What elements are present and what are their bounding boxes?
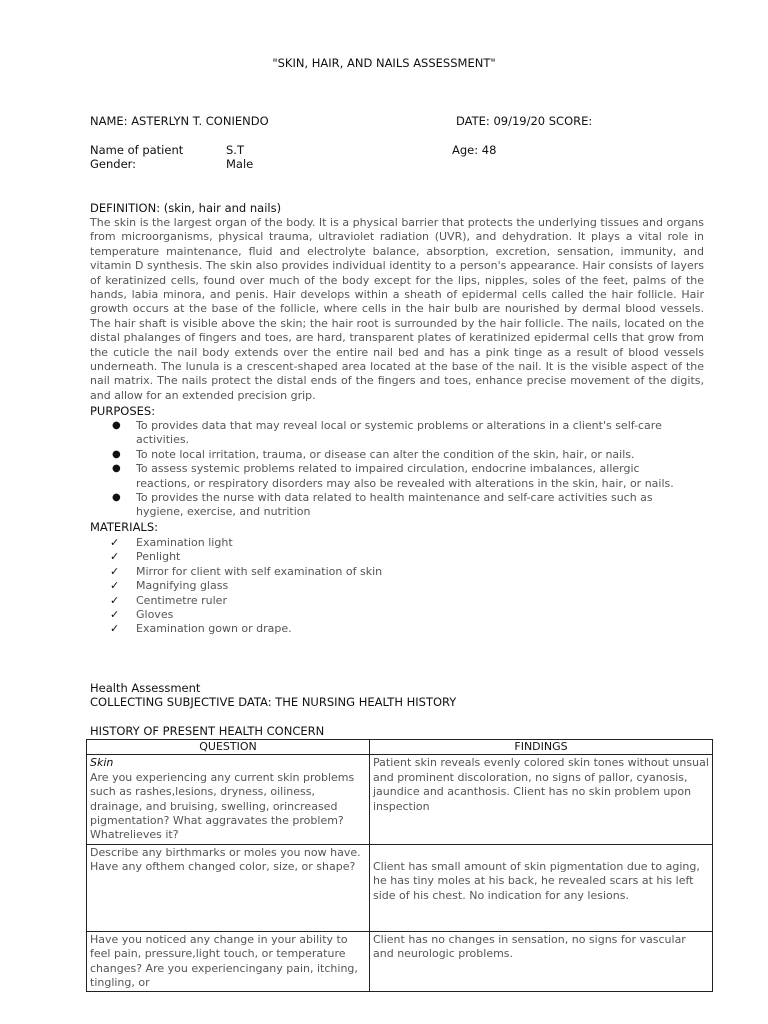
table-row: [87, 844, 713, 931]
list-item: ✓ Penlight: [110, 550, 181, 564]
checkmark-icon: ✓: [110, 579, 120, 593]
table-row: [87, 755, 713, 844]
findings-column-header: FINDINGS: [370, 740, 713, 755]
finding-text: Client has small amount of skin pigmentation due to aging, he has tiny moles at his back, he revealed scars at his left side of his chest. No indication for any lesions.: [373, 859, 700, 902]
table-row: [87, 931, 713, 992]
question-cell: Have you noticed any change in your ability to feel pain, pressure,light touch, or temperature changes? Are you experiencingany pain, itching, tingling, or: [87, 931, 370, 992]
definition-heading: DEFINITION: (skin, hair and nails): [90, 201, 282, 215]
collecting-heading: COLLECTING SUBJECTIVE DATA: THE NURSING HEALTH HISTORY: [90, 695, 457, 709]
gender-label: Gender:: [90, 157, 137, 171]
purposes-heading: PURPOSES:: [90, 404, 156, 418]
patient-name-label: Name of patient: [90, 143, 184, 157]
question-text: Are you experiencing any current skin problems such as rashes,lesions, dryness, oiliness, drainage, and bruising, swelling, orincreased pigmentation? What aggravates the problem? Whatrelieves it?: [90, 770, 355, 842]
definition-text: The skin is the largest organ of the body. It is a physical barrier that protects the underlying tissues and organs from microorganisms, physical trauma, ultraviolet radiation (UVR), and dehydration. It plays a vital role in temperature maintenance, fluid and electrolyte balance, absorption, excretion, sensation, immunity, and vitamin D synthesis. The skin also provides individual identity to a person's appearance. Hair consists of layers of keratinized cells, found over much of the body except for the lips, nipples, soles of the feet, palms of the hands, labia minora, and penis. Hair develops within a sheath of epidermal cells called the hair follicle. Hair growth occurs at the base of the follicle, where cells in the hair bulb are nourished by dermal blood vessels. The hair shaft is visible above the skin; the hair root is surrounded by the hair follicle. The nails, located on the distal phalanges of fingers and toes, are hard, transparent plates of keratinized epidermal cells that grow from the cuticle the nail body extends over the entire nail bed and has a pink tinge as a result of blood vessels underneath. The lunula is a crescent-shaped area located at the base of the nail. It is the visible aspect of the nail matrix. The nails protect the distal ends of the fingers and toes, enhance precise movement of the digits, and allow for an extended precision grip.: [90, 216, 704, 402]
checkmark-icon: ✓: [110, 593, 120, 607]
student-name: NAME: ASTERLYN T. CONIENDO: [90, 114, 269, 128]
history-table: [86, 739, 713, 992]
question-column-header: QUESTION: [87, 740, 370, 755]
date-score: DATE: 09/19/20 SCORE:: [456, 114, 593, 128]
checkmark-icon: ✓: [110, 622, 120, 636]
bullet-icon: ●: [112, 463, 121, 475]
finding-cell: Client has no changes in sensation, no signs for vascular and neurologic problems.: [370, 931, 713, 992]
list-item: ● To note local irritation, trauma, or disease can alter the condition of the skin, hair, or nails.: [112, 447, 635, 461]
document-title: "SKIN, HAIR, AND NAILS ASSESSMENT": [272, 56, 496, 70]
checkmark-icon: ✓: [110, 564, 120, 578]
list-item: ✓ Centimetre ruler: [110, 593, 227, 607]
list-item: ✓ Gloves: [110, 608, 174, 622]
list-item: ✓ Mirror for client with self examination of skin: [110, 564, 383, 578]
list-item: ✓ Examination gown or drape.: [110, 622, 292, 636]
finding-cell: Patient skin reveals evenly colored skin tones without unsual and prominent discoloration, no signs of pallor, cyanosis, jaundice and acanthosis. Client has no skin problem upon inspection: [370, 755, 713, 844]
list-item: ● To assess systemic problems related to impaired circulation, endocrine imbalances, allergic reactions, or respiratory disorders may also be revealed with alterations in the skin, hair, or nails.: [112, 462, 674, 490]
list-item: ● To provides data that may reveal local or systemic problems or alterations in a client's self-care activities.: [112, 419, 662, 447]
gender-value: Male: [226, 157, 254, 171]
materials-heading: MATERIALS:: [90, 520, 159, 534]
question-cell: Describe any birthmarks or moles you now have. Have any ofthem changed color, size, or shape?: [87, 844, 370, 931]
patient-age: Age: 48: [452, 143, 497, 157]
list-item: ● To provides the nurse with data related to health maintenance and self-care activities such as hygiene, exercise, and nutrition: [112, 491, 653, 519]
bullet-icon: ●: [112, 420, 121, 431]
checkmark-icon: ✓: [110, 550, 120, 564]
health-assessment-heading: Health Assessment: [90, 681, 201, 695]
list-item: ✓ Magnifying glass: [110, 579, 229, 593]
category-label: Skin: [90, 756, 114, 770]
table-header-row: [87, 740, 713, 755]
bullet-icon: ●: [112, 448, 121, 460]
checkmark-icon: ✓: [110, 608, 120, 622]
patient-name-value: S.T: [226, 143, 244, 157]
question-cell: [87, 755, 370, 844]
bullet-icon: ●: [112, 492, 121, 504]
finding-cell: [370, 844, 713, 931]
materials-list: [90, 536, 690, 637]
checkmark-icon: ✓: [110, 536, 120, 549]
history-heading: HISTORY OF PRESENT HEALTH CONCERN: [90, 724, 325, 738]
purposes-list: [90, 419, 690, 520]
list-item: ✓ Examination light: [110, 536, 233, 549]
